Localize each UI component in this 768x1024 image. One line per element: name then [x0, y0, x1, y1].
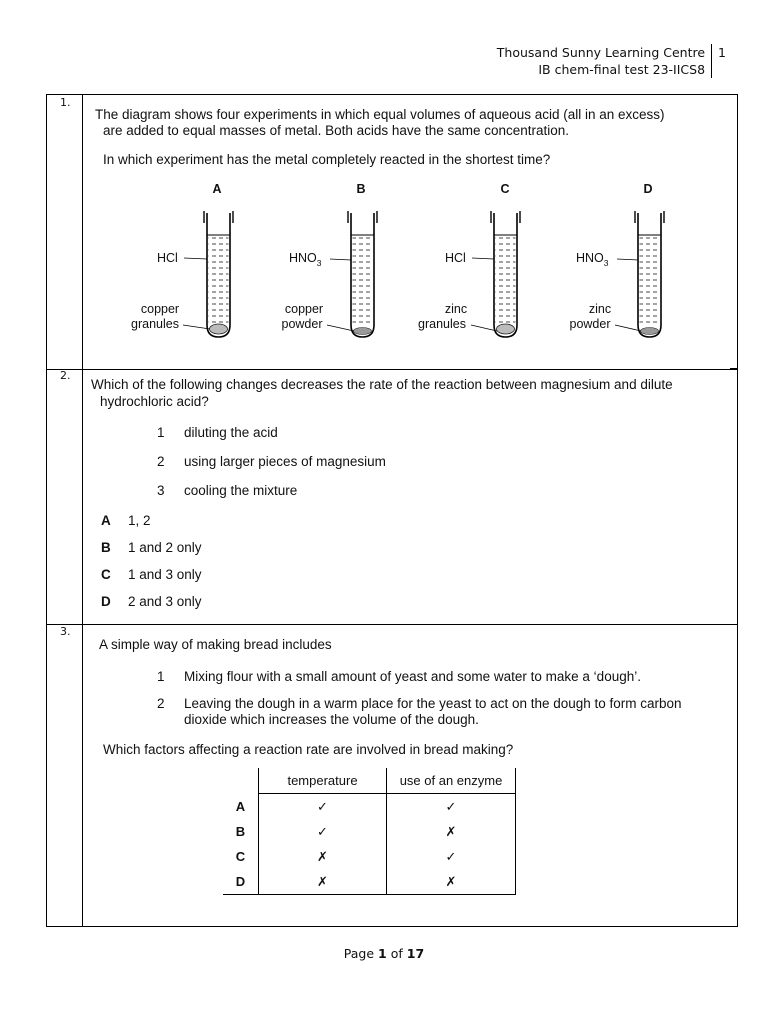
header-enzyme: use of an enzyme [387, 768, 516, 794]
q2-item-3-text: cooling the mixture [184, 483, 298, 498]
header-test-title: IB chem-final test 23-IICS8 [538, 62, 706, 77]
experiment-letter: D [643, 182, 653, 196]
svg-text:powder: powder [281, 317, 323, 331]
table-row: A ✓ ✓ [223, 794, 516, 820]
experiment-letter: A [212, 182, 222, 196]
q2-item-2-text: using larger pieces of magnesium [184, 454, 386, 469]
question-3-number: 3. [60, 625, 71, 638]
metal-granules [210, 324, 228, 334]
q2-item-1-number: 1 [157, 425, 165, 440]
q3-question: Which factors affecting a reaction rate are involved in bread making? [103, 742, 514, 757]
experiment-d [570, 182, 665, 337]
experiment-c [418, 182, 520, 337]
table-header-row [223, 768, 516, 794]
svg-text:granules: granules [418, 317, 466, 331]
metal-powder [354, 328, 372, 335]
question-2-number: 2. [60, 369, 71, 382]
experiment-letter: C [500, 182, 510, 196]
table-row: B ✓ ✗ [223, 819, 516, 844]
q2-item-1-text: diluting the acid [184, 425, 278, 440]
q3-step-1-text: Mixing flour with a small amount of yeast and some water to make a ‘dough’. [184, 669, 641, 684]
question-1-number: 1. [60, 96, 71, 109]
svg-text:granules: granules [131, 317, 179, 331]
table-row: C ✗ ✓ [223, 844, 516, 869]
q2-text-line2: hydrochloric acid? [100, 394, 209, 409]
header-temperature: temperature [259, 768, 387, 794]
q2-option-b-text: 1 and 2 only [128, 540, 202, 555]
q2-item-3-number: 3 [157, 483, 165, 498]
metal-granules [497, 324, 515, 334]
header-school: Thousand Sunny Learning Centre [496, 45, 706, 60]
q1-question: In which experiment has the metal completely reacted in the shortest time? [103, 152, 551, 167]
experiment-b [282, 182, 378, 337]
q3-step-2-text-line1: Leaving the dough in a warm place for the yeast to act on the dough to form carbon [184, 696, 682, 711]
metal-powder [641, 328, 659, 335]
q2-option-d-letter: D [101, 594, 111, 609]
q1-text-line2: are added to equal masses of metal. Both acids have the same concentration. [103, 123, 570, 138]
q3-step-2-number: 2 [157, 696, 165, 711]
svg-text:HNO3: $HNO_3$ [289, 251, 322, 268]
experiment-letter: B [356, 182, 366, 196]
page-footer: Page 1 of 17 [343, 946, 425, 961]
svg-text:HCl: HCl [445, 251, 466, 265]
q2-option-a-text: 1, 2 [128, 513, 151, 528]
svg-text:zinc: zinc [444, 302, 468, 316]
svg-text:HNO3: $HNO_3$ [576, 251, 609, 268]
q2-item-2-number: 2 [157, 454, 165, 469]
svg-text:copper: copper [284, 302, 324, 316]
experiment-a [131, 182, 233, 337]
q2-option-c-letter: C [101, 567, 111, 582]
total-pages: 17 [406, 946, 425, 961]
q3-step-1-number: 1 [157, 669, 165, 684]
svg-text:copper: copper [140, 302, 180, 316]
bread-factors-table [223, 768, 516, 895]
svg-text:zinc: zinc [588, 302, 612, 316]
q1-text-line1: The diagram shows four experiments in which equal volumes of aqueous acid (all in an excess) [95, 107, 665, 122]
q2-text-line1: Which of the following changes decreases the rate of the reaction between magnesium and dilute [91, 377, 673, 392]
header-page-number: 1 [711, 44, 726, 78]
q2-option-a-letter: A [101, 513, 111, 528]
page-header [497, 44, 726, 78]
current-page: 1 [378, 946, 387, 961]
svg-text:HCl: HCl [157, 251, 178, 265]
svg-text:powder: powder [569, 317, 611, 331]
q2-option-c-text: 1 and 3 only [128, 567, 202, 582]
q3-step-2-text-line2: dioxide which increases the volume of the dough. [184, 712, 479, 727]
q2-option-d-text: 2 and 3 only [128, 594, 202, 609]
q2-option-b-letter: B [101, 540, 111, 555]
q3-intro: A simple way of making bread includes [99, 637, 332, 652]
table-row: D ✗ ✗ [223, 869, 516, 895]
